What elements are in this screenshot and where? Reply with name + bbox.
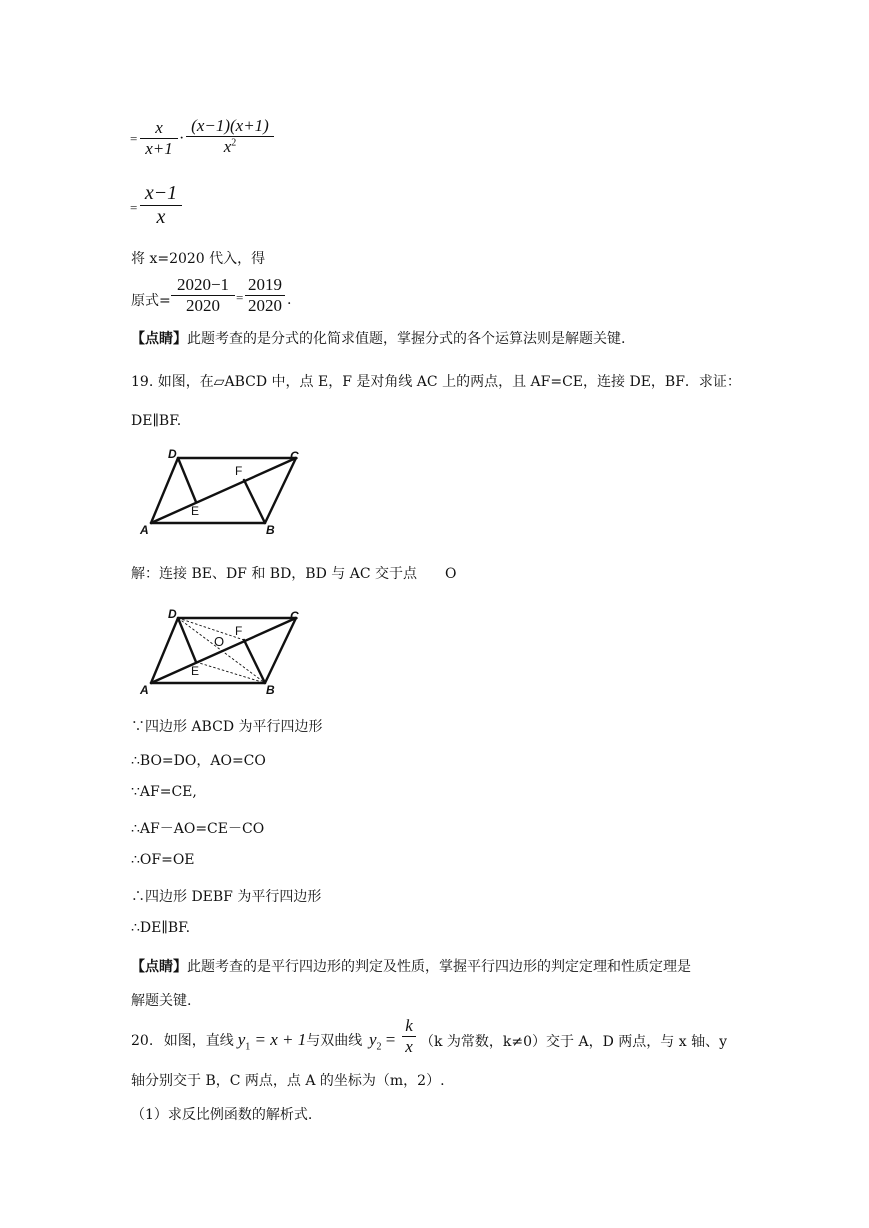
fraction-denominator-x: x — [405, 1037, 413, 1056]
result-fraction-1-numerator: 2020−1 — [176, 275, 230, 294]
segment-bf — [244, 640, 265, 683]
solution-text: 解：连接 BE、DF 和 BD，BD 与 AC 交于点 — [131, 566, 417, 582]
question-20-part-1: （1）求反比例函数的解析式. — [131, 1107, 313, 1123]
result-fraction-2-denominator: 2020 — [248, 296, 282, 315]
line-equation — [234, 1030, 307, 1053]
comment-19-line-2: 解题关键. — [131, 993, 192, 1009]
fraction-numerator-k: k — [405, 1016, 413, 1035]
parallelogram-figure-1 — [138, 442, 338, 538]
equals-sign: = — [236, 290, 244, 305]
label-f: F — [235, 464, 243, 478]
fraction-denominator: x — [156, 206, 166, 228]
proof-line-6: ∴四边形 DEBF 为平行四边形 — [131, 889, 322, 905]
q20-text-3: （k 为常数，k≠0）交于 A，D 两点，与 x 轴、y — [420, 1034, 727, 1050]
equals-sign: = — [130, 131, 138, 146]
fraction-2 — [186, 116, 274, 157]
label-a: A — [140, 523, 149, 537]
result-fraction-1 — [171, 275, 235, 316]
fraction — [140, 182, 182, 229]
comment-19-line-1 — [131, 956, 691, 976]
y1-rhs: = x + 1 — [254, 1030, 307, 1049]
result-prefix: 原式= — [131, 293, 171, 309]
comment-tag: 【点睛】 — [131, 959, 187, 975]
hyperbola-fraction — [402, 1016, 416, 1057]
comment-18 — [131, 328, 625, 348]
fraction-2-den-base: x — [223, 137, 232, 156]
question-19-line-2: DE∥BF. — [131, 413, 182, 429]
label-d: D — [168, 447, 177, 461]
result-fraction-1-denominator: 2020 — [186, 296, 220, 315]
multiply-dot: · — [179, 130, 185, 147]
proof-line-7: ∴DE∥BF. — [131, 920, 191, 936]
dashed-be — [196, 662, 265, 683]
label-c: C — [290, 449, 299, 463]
proof-line-3: ∵AF=CE, — [131, 784, 197, 800]
segment-de — [178, 458, 196, 502]
fraction-2-numerator: (x−1)(x+1) — [191, 116, 269, 135]
q20-text-2: 与双曲线 — [306, 1033, 363, 1049]
label-b: B — [266, 523, 275, 537]
proof-line-4: ∴AF－AO=CE－CO — [131, 821, 265, 837]
result-fraction-2-numerator: 2019 — [248, 275, 282, 294]
proof-line-2: ∴BO=DO，AO=CO — [131, 753, 266, 769]
y2-equals: = — [385, 1030, 396, 1049]
fraction-numerator: x−1 — [144, 182, 178, 204]
label-a: A — [140, 683, 149, 697]
fraction-2-den-exponent: 2 — [231, 137, 237, 149]
solution-intro — [131, 563, 456, 583]
question-19-line-1: 19. 如图，在▱ABCD 中，点 E，F 是对角线 AC 上的两点，且 AF=CE，连接 DE，BF．求证： — [131, 374, 741, 390]
label-e: E — [191, 664, 200, 678]
hyperbola-lhs — [369, 1030, 395, 1052]
comment-text: 此题考查的是分式的化简求值题，掌握分式的各个运算法则是解题关键. — [187, 331, 626, 347]
result-fraction-2 — [245, 275, 285, 316]
label-d: D — [168, 607, 177, 621]
label-c: C — [290, 609, 299, 623]
edge-bc — [265, 618, 296, 683]
proof-line-5: ∴OF=OE — [131, 852, 195, 868]
y2-subscript: 2 — [376, 1041, 382, 1053]
label-f: F — [235, 624, 243, 638]
parallelogram-figure-2 — [138, 602, 338, 698]
solution-point-o: O — [445, 566, 457, 582]
fraction-2-denominator — [186, 137, 274, 157]
fraction-1-denominator: x+1 — [145, 139, 173, 158]
substitute-text: 将 x=2020 代入，得 — [131, 251, 266, 267]
proof-line-1: ∵四边形 ABCD 为平行四边形 — [131, 719, 323, 735]
question-20-line-1 — [131, 1030, 362, 1052]
y1-symbol: y — [237, 1030, 246, 1049]
y2-symbol: y — [369, 1030, 377, 1049]
segment-bf — [244, 480, 265, 523]
result-period: . — [287, 292, 292, 308]
question-20-line-2: 轴分别交于 B，C 两点，点 A 的坐标为（m，2）. — [131, 1073, 445, 1089]
edge-bc — [265, 458, 296, 523]
label-o: O — [214, 634, 225, 649]
comment-text: 此题考查的是平行四边形的判定及性质，掌握平行四边形的判定定理和性质定理是 — [187, 959, 691, 975]
comment-tag: 【点睛】 — [131, 331, 187, 347]
label-e: E — [191, 504, 200, 518]
equals-sign: = — [130, 200, 138, 215]
fraction-1-numerator: x — [155, 118, 163, 137]
label-b: B — [266, 683, 275, 697]
fraction-1 — [140, 118, 178, 159]
y1-subscript: 1 — [245, 1041, 251, 1053]
q20-text-1: 如图，直线 — [163, 1033, 234, 1049]
question-number: 20. — [131, 1033, 154, 1049]
